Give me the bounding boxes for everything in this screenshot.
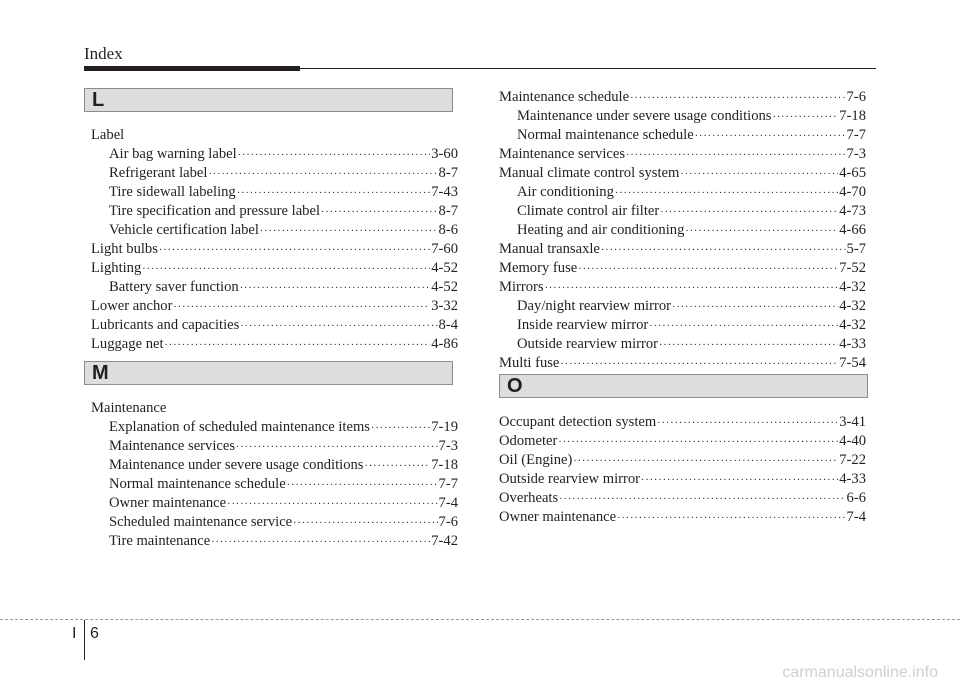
entry-text: Manual climate control system <box>499 165 680 181</box>
index-entry <box>109 164 458 184</box>
index-entry <box>499 88 866 108</box>
entry-page: 4-52 <box>431 260 458 276</box>
page-header-title: Index <box>84 44 123 63</box>
entry-page: 4-33 <box>839 336 866 352</box>
leader-dots <box>211 533 430 552</box>
index-entry <box>499 145 866 165</box>
entry-text: Climate control air filter <box>517 203 660 219</box>
entry-page: 4-86 <box>431 336 458 352</box>
entry-page: 3-41 <box>839 414 866 430</box>
leader-dots <box>773 108 839 127</box>
entry-text: Luggage net <box>91 336 164 352</box>
entry-page: 7-19 <box>431 419 458 435</box>
index-entry <box>91 399 458 418</box>
entry-page: 8-7 <box>438 203 458 219</box>
entry-page: 3-60 <box>431 146 458 162</box>
leader-dots <box>240 317 437 336</box>
index-entry <box>109 532 458 552</box>
leader-dots <box>559 490 845 509</box>
entry-text: Tire sidewall labeling <box>109 184 236 200</box>
leader-dots <box>142 260 430 279</box>
entry-page: 8-7 <box>438 165 458 181</box>
entry-text: Heating and air conditioning <box>517 222 685 238</box>
leader-dots <box>672 298 838 317</box>
index-entry <box>499 489 866 509</box>
leader-dots <box>660 203 838 222</box>
entry-page: 7-42 <box>431 533 458 549</box>
leader-dots <box>641 471 838 490</box>
leader-dots <box>165 336 431 355</box>
index-entry <box>109 202 458 222</box>
index-entry <box>109 278 458 298</box>
entry-text: Tire maintenance <box>109 533 211 549</box>
index-entry <box>499 164 866 184</box>
entry-text: Normal maintenance schedule <box>517 127 694 143</box>
leader-dots <box>578 260 838 279</box>
index-entry <box>499 451 866 471</box>
section-header-l <box>84 88 453 112</box>
entry-page: 7-3 <box>438 438 458 454</box>
leader-dots <box>649 317 838 336</box>
entry-text: Maintenance schedule <box>499 89 630 105</box>
entry-text: Maintenance services <box>499 146 626 162</box>
index-entry <box>91 297 458 317</box>
index-entry <box>91 335 458 355</box>
entry-text: Lower anchor <box>91 298 173 314</box>
leader-dots <box>321 203 438 222</box>
leader-dots <box>680 165 838 184</box>
entry-text: Overheats <box>499 490 559 506</box>
entry-text: Scheduled maintenance service <box>109 514 293 530</box>
entry-text: Label <box>91 127 125 143</box>
index-entry <box>517 126 866 146</box>
index-entry <box>499 259 866 279</box>
leader-dots <box>236 438 438 457</box>
index-entry <box>91 259 458 279</box>
entry-page: 8-6 <box>438 222 458 238</box>
entry-page: 7-43 <box>431 184 458 200</box>
index-entry <box>109 513 458 533</box>
entry-page: 7-6 <box>438 514 458 530</box>
leader-dots <box>260 222 438 241</box>
entry-text: Maintenance under severe usage conditions <box>109 457 364 473</box>
entry-text: Light bulbs <box>91 241 158 257</box>
section-letter: O <box>507 375 523 397</box>
index-entry <box>517 335 866 355</box>
index-entry <box>499 354 866 374</box>
leader-dots <box>208 165 437 184</box>
entry-text: Occupant detection system <box>499 414 657 430</box>
leader-dots <box>287 476 438 495</box>
leader-dots <box>601 241 846 260</box>
index-entry <box>91 126 458 145</box>
leader-dots <box>573 452 838 471</box>
footer-page-number: 6 <box>90 625 99 642</box>
section-header-o <box>499 374 868 398</box>
entry-text: Maintenance <box>91 400 167 416</box>
index-entry <box>499 278 866 298</box>
index-entry <box>91 240 458 260</box>
entry-page: 4-32 <box>839 279 866 295</box>
index-entry <box>517 107 866 127</box>
leader-dots <box>695 127 846 146</box>
index-entry <box>499 470 866 490</box>
entry-text: Oil (Engine) <box>499 452 573 468</box>
entry-text: Lighting <box>91 260 142 276</box>
leader-dots <box>173 298 430 317</box>
leader-dots <box>615 184 838 203</box>
entry-text: Day/night rearview mirror <box>517 298 671 314</box>
leader-dots <box>685 222 838 241</box>
leader-dots <box>657 414 838 433</box>
entry-text: Lubricants and capacities <box>91 317 240 333</box>
index-entry <box>109 437 458 457</box>
entry-text: Air bag warning label <box>109 146 237 162</box>
entry-page: 4-65 <box>839 165 866 181</box>
entry-page: 7-54 <box>839 355 866 371</box>
index-entry <box>109 456 458 476</box>
leader-dots <box>371 419 430 438</box>
entry-page: 4-33 <box>839 471 866 487</box>
index-entry <box>517 297 866 317</box>
leader-dots <box>630 89 845 108</box>
index-entry <box>517 316 866 336</box>
entry-text: Refrigerant label <box>109 165 208 181</box>
section-letter: M <box>92 362 109 384</box>
entry-page: 4-32 <box>839 317 866 333</box>
entry-page: 7-60 <box>431 241 458 257</box>
index-entry <box>499 508 866 528</box>
entry-page: 8-4 <box>438 317 458 333</box>
leader-dots <box>293 514 437 533</box>
leader-dots <box>159 241 430 260</box>
entry-text: Owner maintenance <box>499 509 617 525</box>
entry-page: 7-7 <box>846 127 866 143</box>
entry-page: 7-6 <box>846 89 866 105</box>
index-entry <box>517 202 866 222</box>
entry-text: Manual transaxle <box>499 241 600 257</box>
entry-page: 7-4 <box>438 495 458 511</box>
header-rule-thin <box>300 68 876 69</box>
leader-dots <box>237 184 431 203</box>
entry-page: 4-52 <box>431 279 458 295</box>
index-entry <box>109 418 458 438</box>
leader-dots <box>659 336 838 355</box>
entry-text: Vehicle certification label <box>109 222 259 238</box>
section-header-m <box>84 361 453 385</box>
entry-text: Odometer <box>499 433 558 449</box>
entry-text: Maintenance under severe usage conditions <box>517 108 772 124</box>
entry-text: Mirrors <box>499 279 544 295</box>
index-entry <box>499 413 866 433</box>
entry-page: 4-66 <box>839 222 866 238</box>
entry-text: Owner maintenance <box>109 495 227 511</box>
entry-page: 7-7 <box>438 476 458 492</box>
entry-page: 4-32 <box>839 298 866 314</box>
header-rule-thick <box>84 66 300 71</box>
entry-page: 3-32 <box>431 298 458 314</box>
entry-text: Tire specification and pressure label <box>109 203 321 219</box>
index-entry <box>109 494 458 514</box>
entry-text: Outside rearview mirror <box>517 336 659 352</box>
entry-page: 7-4 <box>846 509 866 525</box>
entry-text: Battery saver function <box>109 279 239 295</box>
index-entry <box>517 183 866 203</box>
entry-page: 4-40 <box>839 433 866 449</box>
entry-text: Inside rearview mirror <box>517 317 649 333</box>
index-entry <box>499 432 866 452</box>
entry-page: 7-52 <box>839 260 866 276</box>
entry-text: Multi fuse <box>499 355 560 371</box>
entry-text: Maintenance services <box>109 438 236 454</box>
index-entry <box>91 316 458 336</box>
entry-text: Outside rearview mirror <box>499 471 641 487</box>
entry-page: 7-22 <box>839 452 866 468</box>
index-entry <box>109 145 458 165</box>
leader-dots <box>240 279 431 298</box>
entry-page: 7-3 <box>846 146 866 162</box>
entry-page: 7-18 <box>839 108 866 124</box>
entry-text: Normal maintenance schedule <box>109 476 286 492</box>
watermark: carmanualsonline.info <box>782 664 938 681</box>
entry-page: 4-73 <box>839 203 866 219</box>
entry-page: 6-6 <box>846 490 866 506</box>
index-entry <box>109 183 458 203</box>
leader-dots <box>227 495 437 514</box>
index-entry <box>517 221 866 241</box>
leader-dots <box>560 355 838 374</box>
section-letter: L <box>92 89 105 111</box>
index-entry <box>109 221 458 241</box>
entry-text: Memory fuse <box>499 260 578 276</box>
entry-page: 5-7 <box>846 241 866 257</box>
index-entry <box>109 475 458 495</box>
entry-text: Air conditioning <box>517 184 614 200</box>
index-entry <box>499 240 866 260</box>
footer-dashed-rule <box>0 619 960 620</box>
leader-dots <box>617 509 845 528</box>
leader-dots <box>626 146 846 165</box>
leader-dots <box>558 433 838 452</box>
entry-page: 7-18 <box>431 457 458 473</box>
footer-divider <box>84 620 85 660</box>
entry-page: 4-70 <box>839 184 866 200</box>
entry-text: Explanation of scheduled maintenance items <box>109 419 370 435</box>
footer-section-letter: I <box>72 625 77 642</box>
leader-dots <box>238 146 431 165</box>
leader-dots <box>365 457 431 476</box>
leader-dots <box>545 279 839 298</box>
